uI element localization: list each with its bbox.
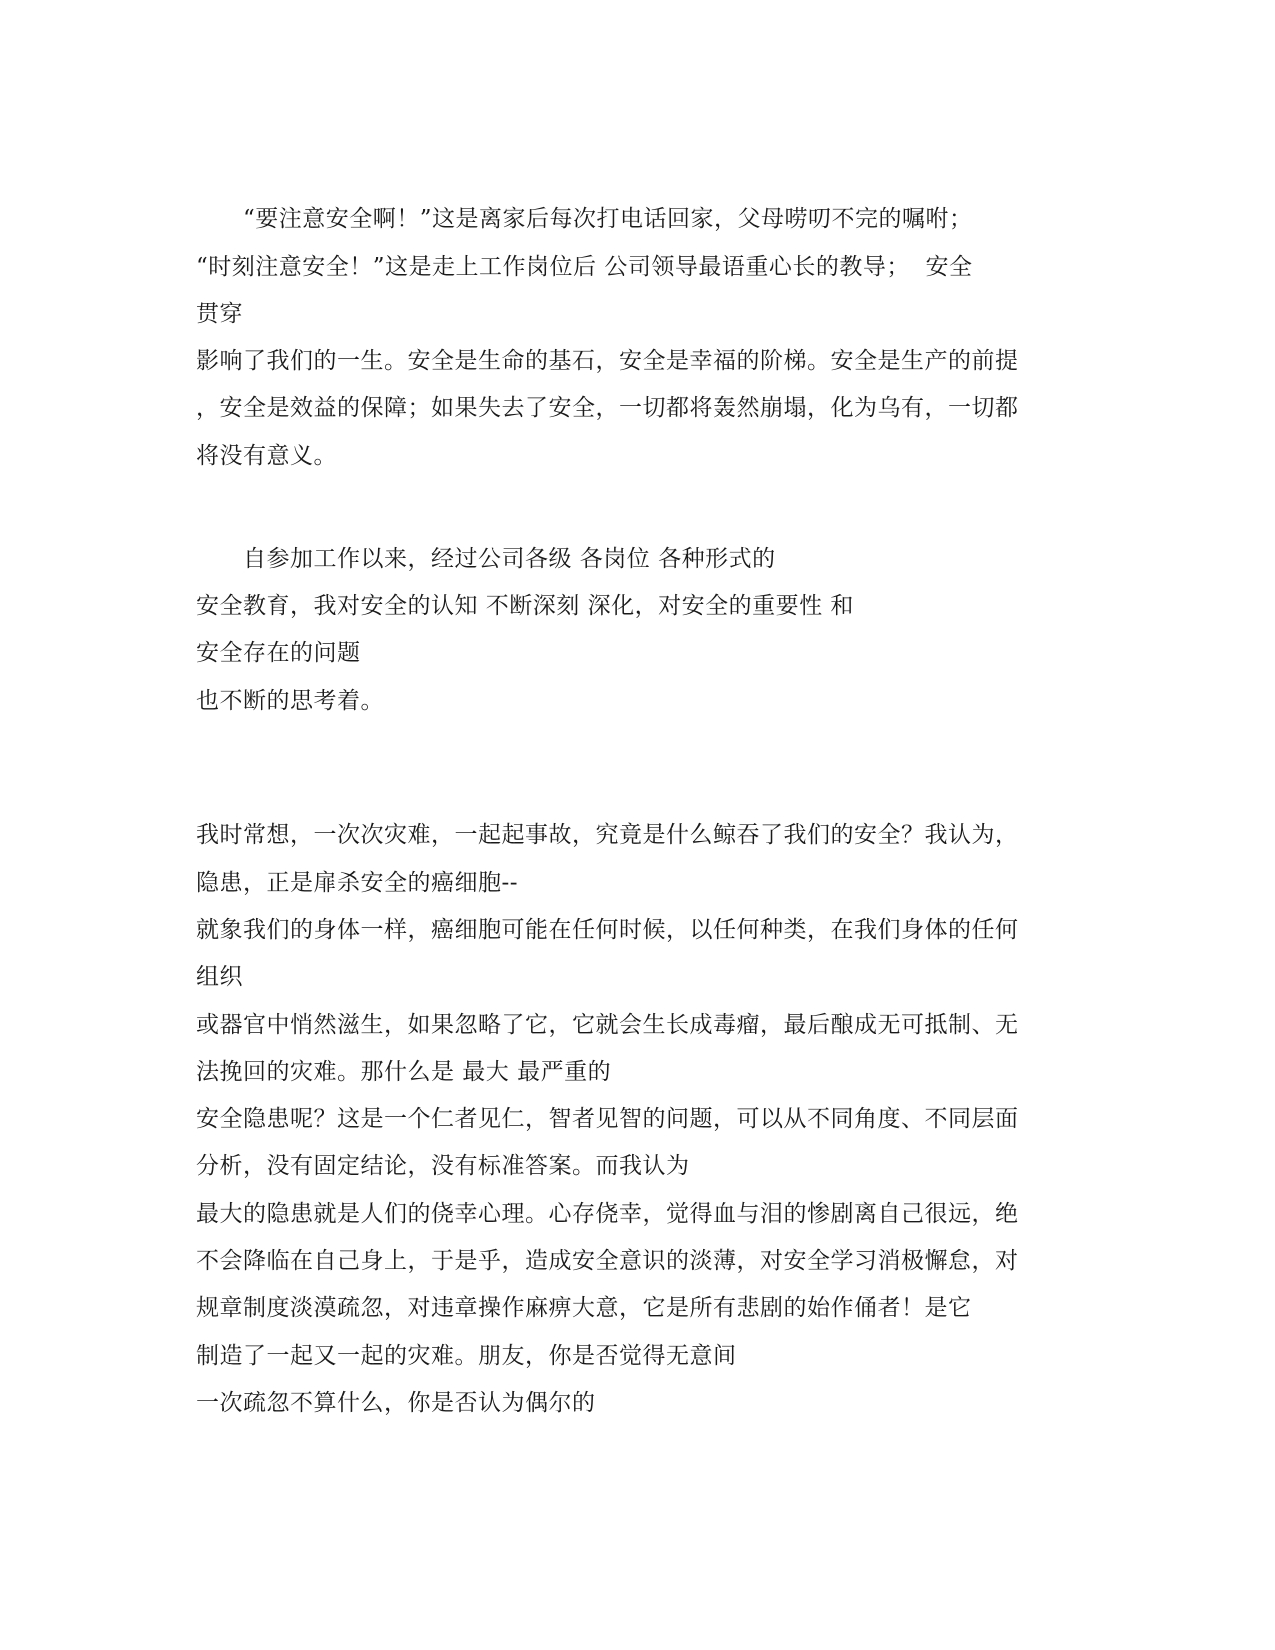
text-line-15: 或器官中悄然滋生，如果忽略了它，它就会生长成毒瘤，最后酿成无可抵制、无 xyxy=(196,1012,1019,1038)
text-line-5: ，安全是效益的保障；如果失去了安全，一切都将轰然崩塌，化为乌有，一切都 xyxy=(196,395,1019,421)
text-line-8: 安全教育，我对安全的认知 不断深刻 深化，对安全的重要性 和 xyxy=(196,593,854,619)
text-line-7: 自参加工作以来，经过公司各级 各岗位 各种形式的 xyxy=(196,546,776,572)
text-line-3: 贯穿 xyxy=(196,301,243,327)
text-line-18: 分析，没有固定结论，没有标准答案。而我认为 xyxy=(196,1153,690,1179)
text-line-23: 一次疏忽不算什么，你是否认为偶尔的 xyxy=(196,1390,596,1416)
text-line-10: 也不断的思考着。 xyxy=(196,688,384,714)
text-line-2: “时刻注意安全！”这是走上工作岗位后 公司领导最语重心长的教导； 安全 xyxy=(196,254,973,280)
text-line-20: 不会降临在自己身上，于是乎，造成安全意识的淡薄，对安全学习消极懈怠，对 xyxy=(196,1248,1019,1274)
text-line-12: 隐患，正是扉杀安全的癌细胞-- xyxy=(196,870,519,896)
text-line-11: 我时常想，一次次灾难，一起起事故，究竟是什么鲸吞了我们的安全？我认为， xyxy=(196,822,1019,848)
text-line-4: 影响了我们的一生。安全是生命的基石，安全是幸福的阶梯。安全是生产的前提 xyxy=(196,348,1019,374)
text-line-13: 就象我们的身体一样，癌细胞可能在任何时候，以任何种类，在我们身体的任何 xyxy=(196,917,1019,943)
text-line-14: 组织 xyxy=(196,964,243,990)
text-line-1: “要注意安全啊！”这是离家后每次打电话回家，父母唠叨不完的嘱咐； xyxy=(196,206,973,232)
text-line-17: 安全隐患呢？这是一个仁者见仁，智者见智的问题，可以从不同角度、不同层面 xyxy=(196,1106,1019,1132)
text-line-19: 最大的隐患就是人们的侥幸心理。心存侥幸，觉得血与泪的惨剧离自己很远，绝 xyxy=(196,1201,1019,1227)
text-line-9: 安全存在的问题 xyxy=(196,640,361,666)
text-line-21: 规章制度淡漠疏忽，对违章操作麻痹大意，它是所有悲剧的始作俑者！是它 xyxy=(196,1295,972,1321)
text-line-22: 制造了一起又一起的灾难。朋友，你是否觉得无意间 xyxy=(196,1343,737,1369)
text-line-16: 法挽回的灾难。那什么是 最大 最严重的 xyxy=(196,1059,612,1085)
text-line-6: 将没有意义。 xyxy=(196,443,337,469)
